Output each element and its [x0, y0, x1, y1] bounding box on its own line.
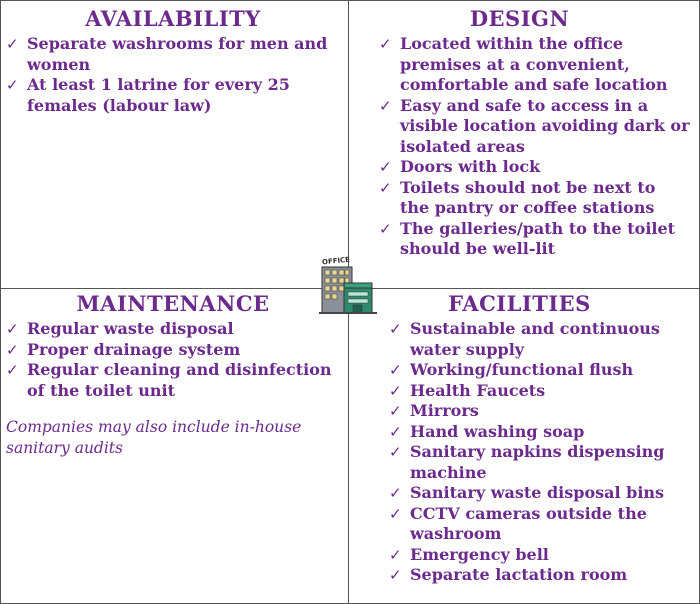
list-item: ✓ Toilets should not be next to the pantry or coffee stations	[379, 177, 656, 217]
list-item: ✓ Mirrors	[389, 401, 479, 420]
office-building-icon	[317, 255, 379, 315]
list-item: ✓ Sanitary napkins dispensing machine	[389, 442, 665, 482]
facilities-section	[349, 289, 700, 604]
check-icon: ✓	[6, 361, 19, 379]
availability-section	[0, 0, 348, 288]
design-heading: DESIGN	[469, 6, 570, 31]
maintenance-list	[6, 319, 340, 401]
list-item: ✓ Regular waste disposal	[6, 319, 234, 338]
list-item: ✓ Working/functional flush	[389, 360, 634, 379]
check-icon: ✓	[389, 381, 402, 400]
list-item: ✓ The galleries/path to the toilet should be well-lit	[379, 218, 676, 258]
check-icon: ✓	[389, 422, 402, 441]
check-icon: ✓	[6, 320, 19, 338]
maintenance-heading: MAINTENANCE	[76, 291, 270, 316]
check-icon: ✓	[379, 158, 392, 176]
check-icon: ✓	[6, 340, 19, 359]
availability-list	[6, 34, 340, 116]
facilities-list	[389, 319, 690, 586]
check-icon: ✓	[379, 178, 392, 197]
check-icon: ✓	[379, 96, 392, 115]
check-icon: ✓	[6, 35, 19, 53]
check-icon: ✓	[389, 361, 402, 379]
list-item: ✓ Sanitary waste disposal bins	[389, 483, 665, 502]
audit-note: Companies may also include in-house sanitary audits	[6, 418, 302, 457]
office-sign-text: OFFICE	[321, 255, 351, 267]
list-item: ✓ Proper drainage system	[6, 339, 241, 359]
list-item: ✓ Hand washing soap	[389, 421, 585, 441]
check-icon: ✓	[379, 219, 392, 238]
list-item: ✓ Separate washrooms for men and women	[6, 34, 328, 74]
design-list	[379, 34, 690, 260]
list-item: ✓ Doors with lock	[379, 157, 541, 176]
list-item: ✓ Located within the office premises at a convenient, comfortable and safe location	[379, 34, 668, 94]
maintenance-section	[0, 289, 348, 604]
list-item: ✓ Emergency bell	[389, 544, 549, 564]
check-icon: ✓	[389, 566, 402, 584]
list-item: ✓ Separate lactation room	[389, 565, 628, 584]
list-item: ✓ Health Faucets	[389, 380, 546, 400]
check-icon: ✓	[379, 35, 392, 53]
availability-heading: AVAILABILITY	[85, 6, 261, 31]
check-icon: ✓	[6, 76, 19, 94]
list-item: ✓ At least 1 latrine for every 25 females (labour law)	[6, 75, 290, 115]
check-icon: ✓	[389, 402, 402, 420]
facilities-heading: FACILITIES	[448, 291, 591, 316]
list-item: ✓ CCTV cameras outside the washroom	[389, 503, 647, 543]
check-icon: ✓	[389, 320, 402, 338]
list-item: ✓ Easy and safe to access in a visible location avoiding dark or isolated areas	[379, 95, 690, 156]
design-section	[349, 0, 700, 288]
check-icon: ✓	[389, 545, 402, 564]
check-icon: ✓	[389, 504, 402, 523]
check-icon: ✓	[389, 443, 402, 461]
check-icon: ✓	[389, 484, 402, 502]
list-item: ✓ Sustainable and continuous water supply	[389, 319, 660, 359]
list-item: ✓ Regular cleaning and disinfection of the toilet unit	[6, 360, 332, 400]
